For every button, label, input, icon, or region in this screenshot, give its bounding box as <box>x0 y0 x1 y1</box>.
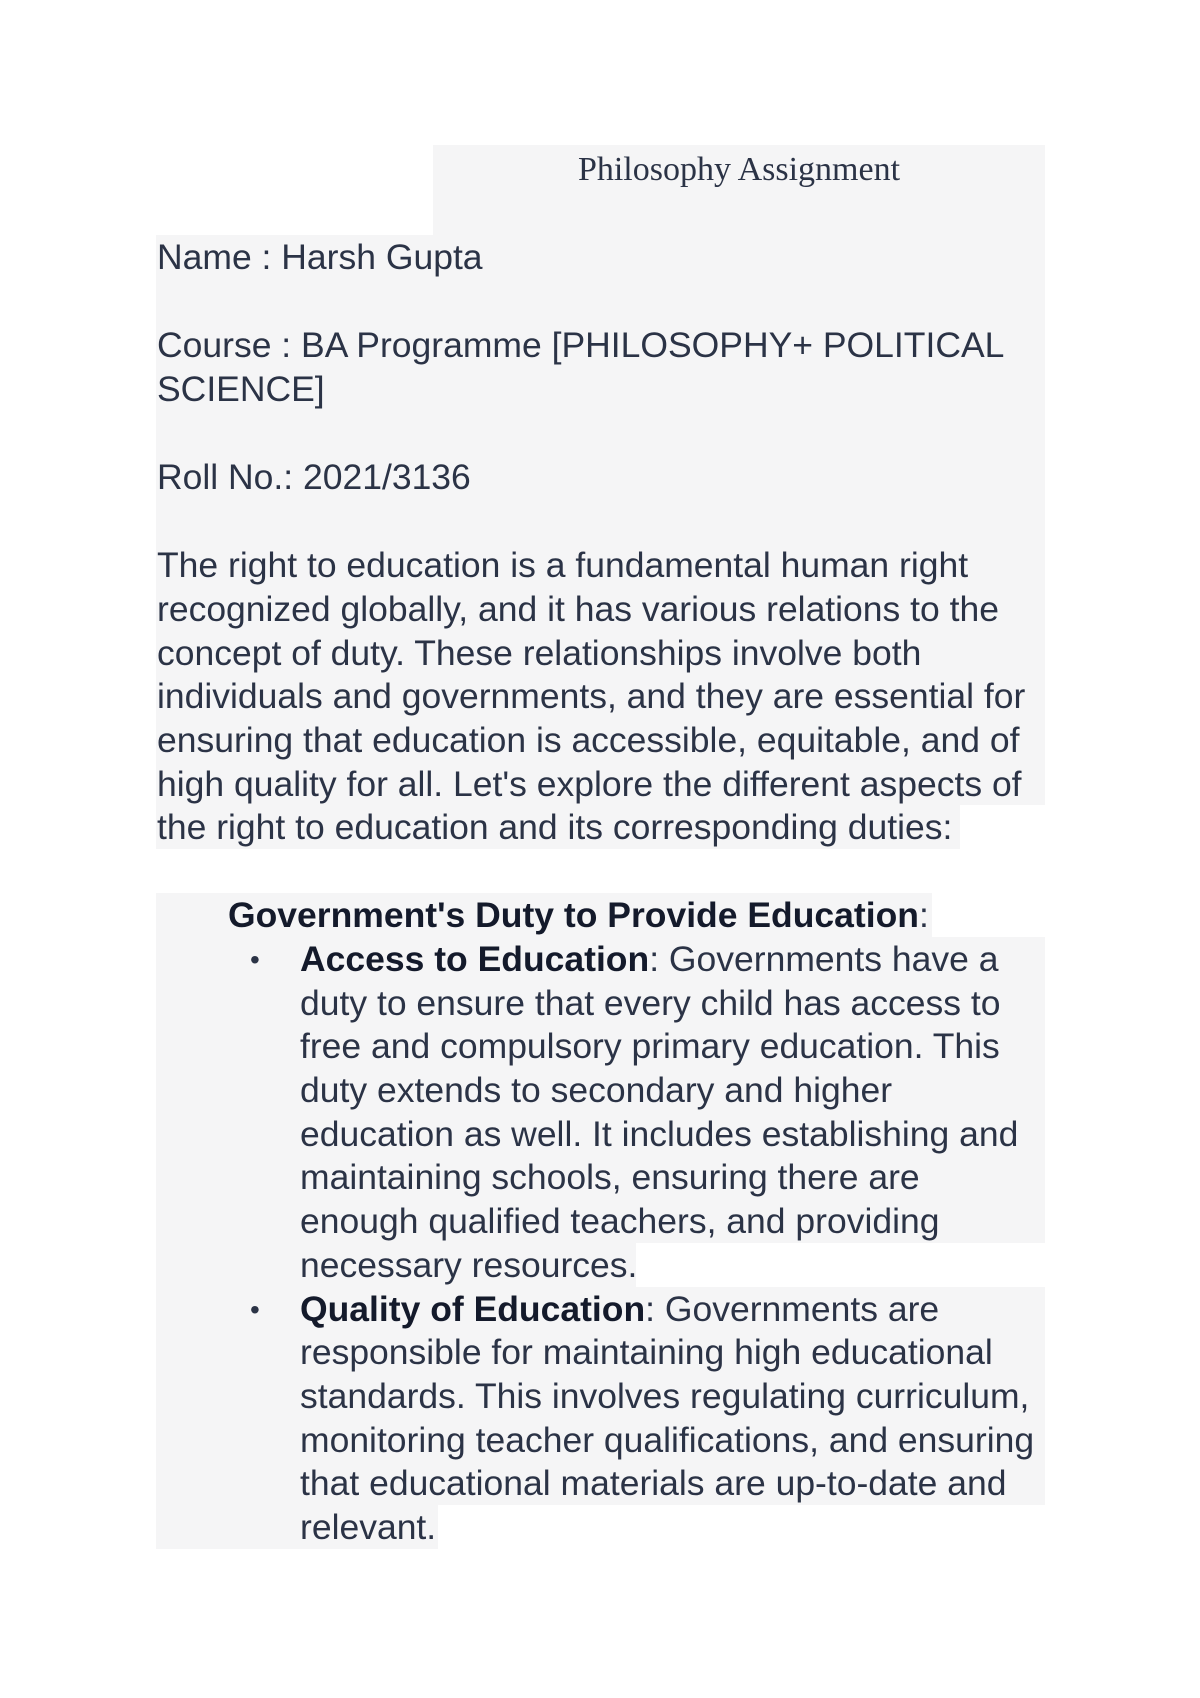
item-1-line-6: maintaining schools, ensuring there are <box>300 1157 920 1197</box>
item-2-line-6: relevant. <box>300 1507 437 1547</box>
section-heading-text: Government's Duty to Provide Education <box>228 895 919 935</box>
document-title <box>433 148 1045 192</box>
intro-line-4: individuals and governments, and they are essential for <box>157 676 1026 716</box>
intro-line-2: recognized globally, and it has various relations to the <box>157 589 999 629</box>
intro-line-1: The right to education is a fundamental human right <box>157 545 969 585</box>
item-1-line-3: free and compulsory primary education. This <box>300 1026 1000 1066</box>
item-2-line-4: monitoring teacher qualifications, and ensuring <box>300 1420 1035 1460</box>
bullet-icon: • <box>250 1294 260 1325</box>
bullet-icon: • <box>250 944 260 975</box>
item-1-line-5: education as well. It includes establishing and <box>300 1114 1019 1154</box>
item-1-term: Access to Education <box>300 939 650 979</box>
item-1-line-7: enough qualified teachers, and providing <box>300 1201 940 1241</box>
item-2-first-line <box>300 1288 939 1332</box>
item-1-line-2: duty to ensure that every child has access to <box>300 983 1001 1023</box>
item-1-first-line-rest: : Governments have a <box>649 939 999 979</box>
item-2-line-2: responsible for maintaining high educational <box>300 1332 993 1372</box>
document-title-text: Philosophy Assignment <box>577 151 901 188</box>
item-2-first-line-rest: : Governments are <box>645 1289 940 1329</box>
item-1-first-line <box>300 938 998 982</box>
course-line-2: SCIENCE] <box>157 369 325 409</box>
item-2-line-5: that educational materials are up-to-date and <box>300 1463 1007 1503</box>
name-line: Name : Harsh Gupta <box>157 237 483 277</box>
intro-line-7: the right to education and its corresponding duties: <box>157 807 953 847</box>
intro-line-5: ensuring that education is accessible, equitable, and of <box>157 720 1020 760</box>
item-2-term: Quality of Education <box>300 1289 646 1329</box>
course-line-1: Course : BA Programme [PHILOSOPHY+ POLITICAL <box>157 325 1005 365</box>
intro-line-6: high quality for all. Let's explore the different aspects of <box>157 764 1022 804</box>
section-heading <box>228 894 929 938</box>
item-1-line-4: duty extends to secondary and higher <box>300 1070 893 1110</box>
intro-line-3: concept of duty. These relationships involve both <box>157 633 922 673</box>
section-heading-colon: : <box>918 895 929 935</box>
item-1-line-8: necessary resources. <box>300 1245 638 1285</box>
roll-line: Roll No.: 2021/3136 <box>157 457 471 497</box>
item-2-line-3: standards. This involves regulating curriculum, <box>300 1376 1030 1416</box>
